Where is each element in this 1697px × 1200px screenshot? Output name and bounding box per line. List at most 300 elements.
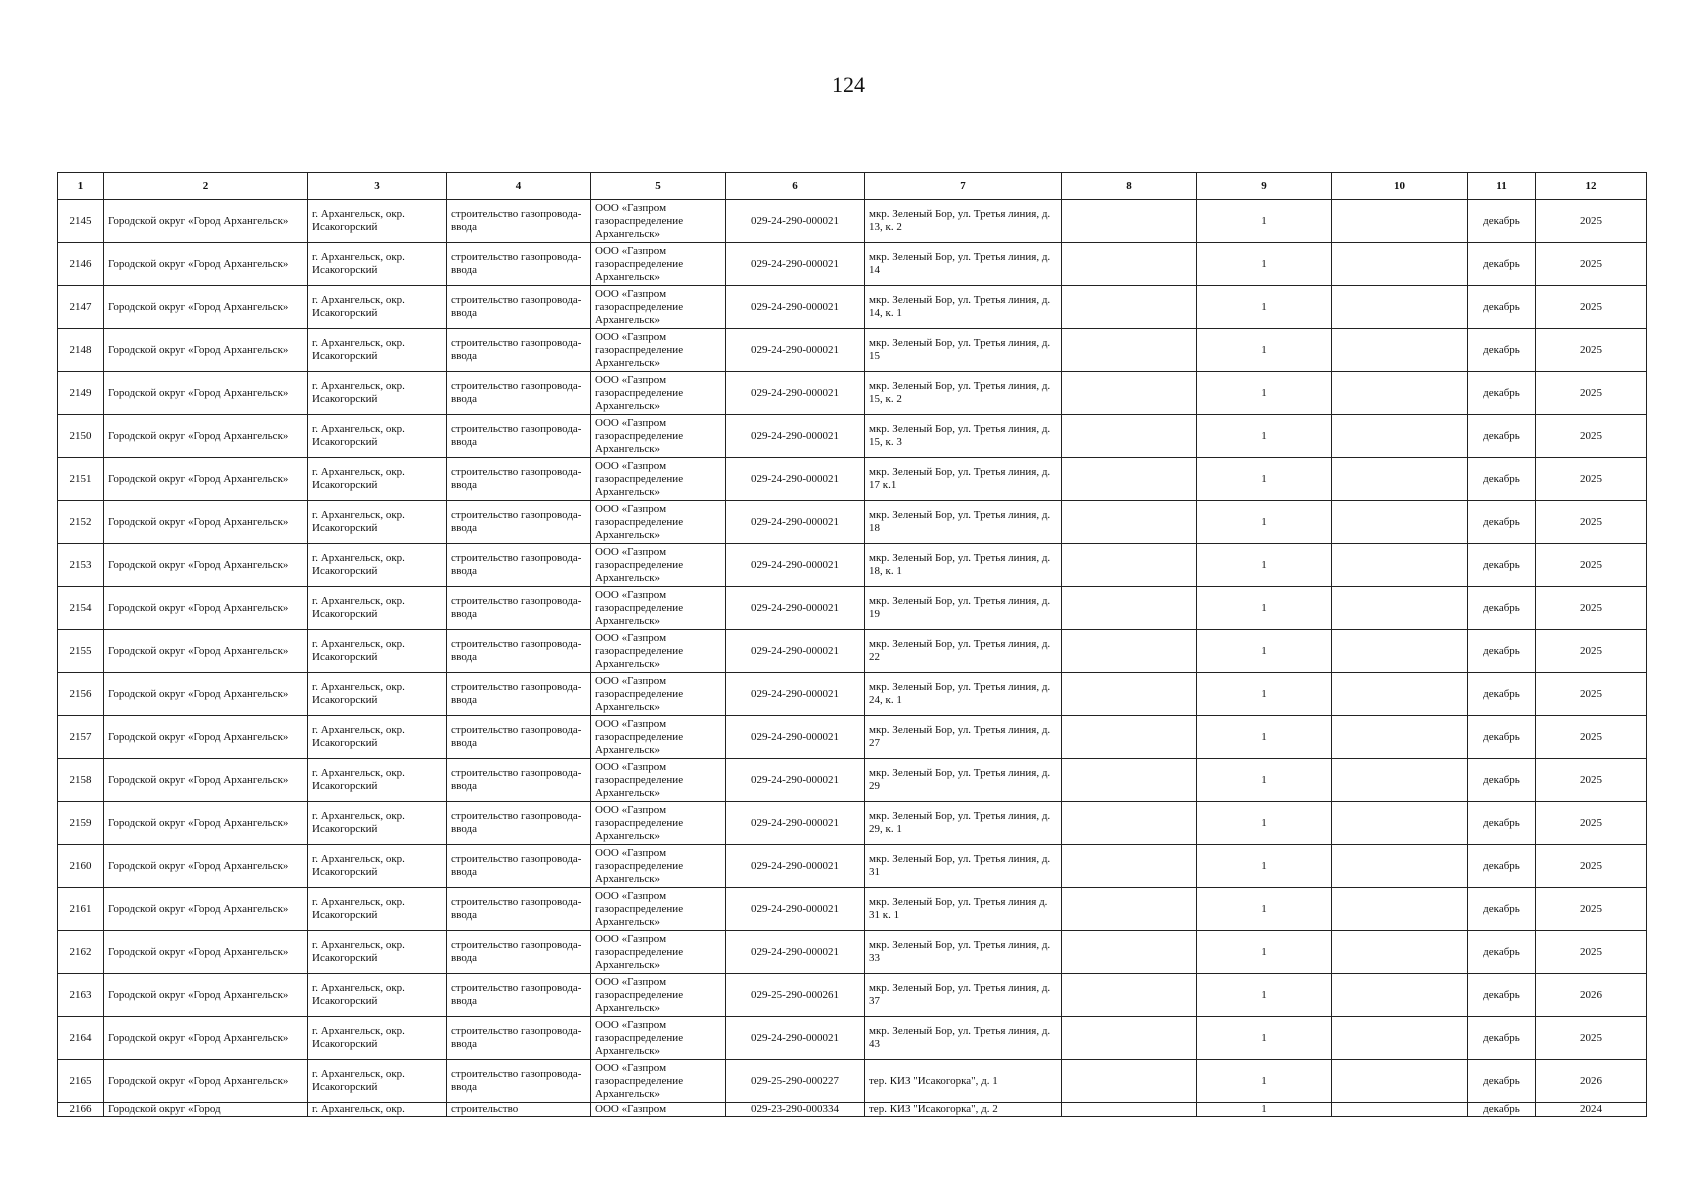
cell-municipality: Городской округ «Город Архангельск» [104,544,308,587]
cell-col8 [1062,1060,1197,1103]
cell-municipality: Городской округ «Город Архангельск» [104,587,308,630]
cell-address: мкр. Зеленый Бор, ул. Третья линия, д. 15 [865,329,1062,372]
column-header-5: 5 [591,173,726,200]
cell-quantity: 1 [1197,372,1332,415]
cell-municipality: Городской округ «Город Архангельск» [104,415,308,458]
cell-municipality: Городской округ «Город Архангельск» [104,501,308,544]
cell-col10 [1332,286,1468,329]
cell-work-type: строительство газопровода-ввода [447,544,591,587]
cell-code: 029-24-290-000021 [726,931,865,974]
cell-code: 029-24-290-000021 [726,888,865,931]
cell-year: 2025 [1536,544,1647,587]
cell-code: 029-24-290-000021 [726,802,865,845]
table-row [58,888,1647,931]
cell-location: г. Архангельск, окр. [308,1103,447,1117]
cell-municipality: Городской округ «Город Архангельск» [104,286,308,329]
cell-code: 029-24-290-000021 [726,759,865,802]
cell-year: 2025 [1536,415,1647,458]
cell-quantity: 1 [1197,329,1332,372]
cell-col10 [1332,587,1468,630]
cell-address: мкр. Зеленый Бор, ул. Третья линия, д. 19 [865,587,1062,630]
cell-organization: ООО «Газпром газораспределение Архангельск» [591,802,726,845]
cell-col10 [1332,458,1468,501]
cell-work-type: строительство газопровода-ввода [447,286,591,329]
cell-quantity: 1 [1197,974,1332,1017]
cell-col10 [1332,630,1468,673]
cell-location: г. Архангельск, окр. Исакогорский [308,415,447,458]
cell-location: г. Архангельск, окр. Исакогорский [308,200,447,243]
cell-month: декабрь [1468,845,1536,888]
cell-number: 2148 [58,329,104,372]
cell-location: г. Архангельск, окр. Исакогорский [308,802,447,845]
cell-month: декабрь [1468,1060,1536,1103]
cell-address: мкр. Зеленый Бор, ул. Третья линия, д. 22 [865,630,1062,673]
cell-municipality: Городской округ «Город Архангельск» [104,845,308,888]
cell-quantity: 1 [1197,716,1332,759]
cell-month: декабрь [1468,888,1536,931]
cell-year: 2025 [1536,673,1647,716]
table-body [58,200,1647,1117]
cell-organization: ООО «Газпром газораспределение Архангельск» [591,1017,726,1060]
cell-work-type: строительство газопровода-ввода [447,673,591,716]
cell-address: мкр. Зеленый Бор, ул. Третья линия, д. 15, к. 3 [865,415,1062,458]
cell-col10 [1332,501,1468,544]
cell-work-type: строительство газопровода-ввода [447,372,591,415]
cell-organization: ООО «Газпром газораспределение Архангельск» [591,673,726,716]
cell-col10 [1332,673,1468,716]
cell-col8 [1062,286,1197,329]
cell-col8 [1062,458,1197,501]
cell-code: 029-24-290-000021 [726,1017,865,1060]
cell-col10 [1332,1103,1468,1117]
cell-organization: ООО «Газпром газораспределение Архангельск» [591,888,726,931]
cell-quantity: 1 [1197,501,1332,544]
cell-address: мкр. Зеленый Бор, ул. Третья линия, д. 29 [865,759,1062,802]
cell-col10 [1332,1017,1468,1060]
table-row [58,802,1647,845]
cell-month: декабрь [1468,458,1536,501]
cell-code: 029-24-290-000021 [726,243,865,286]
cell-year: 2025 [1536,802,1647,845]
cell-year: 2024 [1536,1103,1647,1117]
cell-work-type: строительство газопровода-ввода [447,630,591,673]
cell-month: декабрь [1468,716,1536,759]
cell-col10 [1332,1060,1468,1103]
table-row [58,200,1647,243]
cell-organization: ООО «Газпром газораспределение Архангельск» [591,544,726,587]
column-header-10: 10 [1332,173,1468,200]
cell-year: 2025 [1536,501,1647,544]
cell-year: 2025 [1536,845,1647,888]
column-header-12: 12 [1536,173,1647,200]
column-header-9: 9 [1197,173,1332,200]
cell-work-type: строительство газопровода-ввода [447,501,591,544]
column-header-3: 3 [308,173,447,200]
cell-location: г. Архангельск, окр. Исакогорский [308,1017,447,1060]
cell-code: 029-24-290-000021 [726,845,865,888]
table-row [58,759,1647,802]
cell-work-type: строительство газопровода-ввода [447,587,591,630]
cell-col8 [1062,931,1197,974]
cell-address: мкр. Зеленый Бор, ул. Третья линия, д. 29, к. 1 [865,802,1062,845]
cell-organization: ООО «Газпром газораспределение Архангельск» [591,458,726,501]
column-header-1: 1 [58,173,104,200]
cell-municipality: Городской округ «Город Архангельск» [104,974,308,1017]
cell-work-type: строительство газопровода-ввода [447,845,591,888]
cell-quantity: 1 [1197,544,1332,587]
cell-location: г. Архангельск, окр. Исакогорский [308,458,447,501]
cell-number: 2161 [58,888,104,931]
cell-address: тер. КИЗ "Исакогорка", д. 2 [865,1103,1062,1117]
cell-code: 029-24-290-000021 [726,501,865,544]
cell-address: мкр. Зеленый Бор, ул. Третья линия, д. 31 [865,845,1062,888]
cell-year: 2025 [1536,587,1647,630]
cell-address: мкр. Зеленый Бор, ул. Третья линия, д. 24, к. 1 [865,673,1062,716]
cell-month: декабрь [1468,286,1536,329]
table-row [58,931,1647,974]
column-header-8: 8 [1062,173,1197,200]
cell-number: 2154 [58,587,104,630]
table-row [58,1103,1647,1117]
cell-month: декабрь [1468,759,1536,802]
cell-code: 029-24-290-000021 [726,415,865,458]
cell-col10 [1332,200,1468,243]
column-header-6: 6 [726,173,865,200]
cell-col10 [1332,415,1468,458]
cell-col10 [1332,845,1468,888]
cell-col10 [1332,888,1468,931]
cell-year: 2025 [1536,716,1647,759]
cell-municipality: Городской округ «Город Архангельск» [104,716,308,759]
cell-number: 2163 [58,974,104,1017]
cell-number: 2156 [58,673,104,716]
cell-code: 029-24-290-000021 [726,200,865,243]
cell-year: 2025 [1536,200,1647,243]
cell-address: мкр. Зеленый Бор, ул. Третья линия, д. 33 [865,931,1062,974]
cell-col10 [1332,716,1468,759]
cell-month: декабрь [1468,243,1536,286]
cell-col10 [1332,931,1468,974]
cell-year: 2025 [1536,630,1647,673]
cell-organization: ООО «Газпром газораспределение Архангельск» [591,587,726,630]
cell-code: 029-24-290-000021 [726,716,865,759]
cell-col8 [1062,243,1197,286]
cell-address: мкр. Зеленый Бор, ул. Третья линия, д. 37 [865,974,1062,1017]
cell-col10 [1332,329,1468,372]
cell-year: 2025 [1536,759,1647,802]
cell-col8 [1062,501,1197,544]
cell-month: декабрь [1468,587,1536,630]
cell-work-type: строительство газопровода-ввода [447,931,591,974]
cell-col10 [1332,372,1468,415]
cell-municipality: Городской округ «Город Архангельск» [104,329,308,372]
cell-number: 2165 [58,1060,104,1103]
cell-code: 029-24-290-000021 [726,673,865,716]
cell-municipality: Городской округ «Город Архангельск» [104,802,308,845]
cell-location: г. Архангельск, окр. Исакогорский [308,501,447,544]
cell-col10 [1332,974,1468,1017]
cell-month: декабрь [1468,1017,1536,1060]
table-row [58,1017,1647,1060]
table-row [58,544,1647,587]
cell-location: г. Архангельск, окр. Исакогорский [308,759,447,802]
cell-quantity: 1 [1197,802,1332,845]
cell-location: г. Архангельск, окр. Исакогорский [308,974,447,1017]
cell-work-type: строительство газопровода-ввода [447,716,591,759]
cell-col8 [1062,200,1197,243]
cell-work-type: строительство газопровода-ввода [447,458,591,501]
cell-code: 029-24-290-000021 [726,458,865,501]
cell-organization: ООО «Газпром газораспределение Архангельск» [591,1060,726,1103]
cell-col8 [1062,1103,1197,1117]
cell-number: 2158 [58,759,104,802]
cell-number: 2162 [58,931,104,974]
cell-municipality: Городской округ «Город Архангельск» [104,888,308,931]
cell-organization: ООО «Газпром газораспределение Архангельск» [591,630,726,673]
cell-number: 2166 [58,1103,104,1117]
cell-quantity: 1 [1197,630,1332,673]
cell-quantity: 1 [1197,1060,1332,1103]
cell-number: 2152 [58,501,104,544]
cell-code: 029-24-290-000021 [726,372,865,415]
cell-year: 2025 [1536,888,1647,931]
cell-organization: ООО «Газпром газораспределение Архангельск» [591,372,726,415]
cell-col8 [1062,802,1197,845]
cell-address: тер. КИЗ "Исакогорка", д. 1 [865,1060,1062,1103]
cell-quantity: 1 [1197,931,1332,974]
column-header-7: 7 [865,173,1062,200]
cell-col10 [1332,759,1468,802]
cell-month: декабрь [1468,501,1536,544]
cell-municipality: Городской округ «Город Архангельск» [104,1060,308,1103]
cell-address: мкр. Зеленый Бор, ул. Третья линия, д. 14 [865,243,1062,286]
cell-location: г. Архангельск, окр. Исакогорский [308,372,447,415]
cell-quantity: 1 [1197,1017,1332,1060]
cell-number: 2160 [58,845,104,888]
table-row [58,673,1647,716]
cell-organization: ООО «Газпром газораспределение Архангельск» [591,931,726,974]
cell-number: 2145 [58,200,104,243]
cell-month: декабрь [1468,630,1536,673]
cell-code: 029-24-290-000021 [726,544,865,587]
cell-month: декабрь [1468,974,1536,1017]
cell-organization: ООО «Газпром газораспределение Архангельск» [591,329,726,372]
cell-col8 [1062,845,1197,888]
cell-number: 2159 [58,802,104,845]
cell-address: мкр. Зеленый Бор, ул. Третья линия, д. 13, к. 2 [865,200,1062,243]
cell-col8 [1062,759,1197,802]
cell-number: 2147 [58,286,104,329]
cell-col8 [1062,888,1197,931]
cell-location: г. Архангельск, окр. Исакогорский [308,286,447,329]
cell-address: мкр. Зеленый Бор, ул. Третья линия, д. 17 к.1 [865,458,1062,501]
cell-code: 029-25-290-000261 [726,974,865,1017]
cell-municipality: Городской округ «Город Архангельск» [104,673,308,716]
cell-organization: ООО «Газпром газораспределение Архангельск» [591,415,726,458]
cell-organization: ООО «Газпром газораспределение Архангельск» [591,974,726,1017]
cell-address: мкр. Зеленый Бор, ул. Третья линия д. 31 к. 1 [865,888,1062,931]
cell-month: декабрь [1468,673,1536,716]
cell-col8 [1062,673,1197,716]
cell-col10 [1332,802,1468,845]
cell-work-type: строительство газопровода-ввода [447,243,591,286]
register-table [57,172,1647,1117]
cell-code: 029-24-290-000021 [726,630,865,673]
cell-address: мкр. Зеленый Бор, ул. Третья линия, д. 27 [865,716,1062,759]
cell-number: 2146 [58,243,104,286]
cell-organization: ООО «Газпром газораспределение Архангельск» [591,716,726,759]
cell-number: 2150 [58,415,104,458]
cell-municipality: Городской округ «Город Архангельск» [104,1017,308,1060]
cell-quantity: 1 [1197,673,1332,716]
cell-number: 2153 [58,544,104,587]
cell-year: 2025 [1536,1017,1647,1060]
cell-quantity: 1 [1197,845,1332,888]
cell-quantity: 1 [1197,888,1332,931]
cell-code: 029-23-290-000334 [726,1103,865,1117]
cell-quantity: 1 [1197,415,1332,458]
cell-address: мкр. Зеленый Бор, ул. Третья линия, д. 15, к. 2 [865,372,1062,415]
cell-quantity: 1 [1197,243,1332,286]
cell-col8 [1062,587,1197,630]
cell-month: декабрь [1468,1103,1536,1117]
cell-year: 2025 [1536,243,1647,286]
table-row [58,372,1647,415]
cell-location: г. Архангельск, окр. Исакогорский [308,845,447,888]
cell-location: г. Архангельск, окр. Исакогорский [308,329,447,372]
cell-number: 2155 [58,630,104,673]
table-row [58,716,1647,759]
cell-location: г. Архангельск, окр. Исакогорский [308,888,447,931]
table-row [58,243,1647,286]
cell-address: мкр. Зеленый Бор, ул. Третья линия, д. 18, к. 1 [865,544,1062,587]
cell-location: г. Архангельск, окр. Исакогорский [308,931,447,974]
table-row [58,974,1647,1017]
cell-month: декабрь [1468,200,1536,243]
cell-quantity: 1 [1197,1103,1332,1117]
cell-month: декабрь [1468,329,1536,372]
cell-work-type: строительство газопровода-ввода [447,200,591,243]
cell-year: 2025 [1536,286,1647,329]
cell-number: 2149 [58,372,104,415]
table-row [58,329,1647,372]
cell-municipality: Городской округ «Город Архангельск» [104,200,308,243]
cell-organization: ООО «Газпром газораспределение Архангельск» [591,200,726,243]
cell-municipality: Городской округ «Город Архангельск» [104,458,308,501]
cell-col8 [1062,630,1197,673]
cell-code: 029-25-290-000227 [726,1060,865,1103]
cell-col8 [1062,415,1197,458]
cell-code: 029-24-290-000021 [726,329,865,372]
cell-col8 [1062,372,1197,415]
cell-quantity: 1 [1197,759,1332,802]
cell-year: 2025 [1536,372,1647,415]
cell-col10 [1332,243,1468,286]
cell-organization: ООО «Газпром газораспределение Архангельск» [591,501,726,544]
table-row [58,845,1647,888]
cell-municipality: Городской округ «Город Архангельск» [104,759,308,802]
cell-municipality: Городской округ «Город Архангельск» [104,931,308,974]
cell-code: 029-24-290-000021 [726,286,865,329]
cell-quantity: 1 [1197,286,1332,329]
header-row [58,173,1647,200]
cell-location: г. Архангельск, окр. Исакогорский [308,630,447,673]
cell-col8 [1062,716,1197,759]
cell-work-type: строительство [447,1103,591,1117]
cell-month: декабрь [1468,802,1536,845]
cell-number: 2157 [58,716,104,759]
cell-location: г. Архангельск, окр. Исакогорский [308,716,447,759]
cell-municipality: Городской округ «Город Архангельск» [104,243,308,286]
table-row [58,415,1647,458]
cell-municipality: Городской округ «Город Архангельск» [104,630,308,673]
cell-col8 [1062,974,1197,1017]
column-header-11: 11 [1468,173,1536,200]
cell-work-type: строительство газопровода-ввода [447,759,591,802]
cell-organization: ООО «Газпром [591,1103,726,1117]
cell-address: мкр. Зеленый Бор, ул. Третья линия, д. 14, к. 1 [865,286,1062,329]
cell-location: г. Архангельск, окр. Исакогорский [308,544,447,587]
cell-work-type: строительство газопровода-ввода [447,888,591,931]
cell-organization: ООО «Газпром газораспределение Архангельск» [591,243,726,286]
table-row [58,630,1647,673]
cell-code: 029-24-290-000021 [726,587,865,630]
cell-address: мкр. Зеленый Бор, ул. Третья линия, д. 43 [865,1017,1062,1060]
cell-organization: ООО «Газпром газораспределение Архангельск» [591,845,726,888]
table-row [58,1060,1647,1103]
cell-col8 [1062,1017,1197,1060]
cell-municipality: Городской округ «Город [104,1103,308,1117]
page-number: 124 [832,72,865,97]
cell-work-type: строительство газопровода-ввода [447,1017,591,1060]
cell-work-type: строительство газопровода-ввода [447,974,591,1017]
cell-organization: ООО «Газпром газораспределение Архангельск» [591,759,726,802]
cell-year: 2026 [1536,974,1647,1017]
table-row [58,286,1647,329]
cell-location: г. Архангельск, окр. Исакогорский [308,673,447,716]
cell-col8 [1062,329,1197,372]
cell-work-type: строительство газопровода-ввода [447,415,591,458]
cell-quantity: 1 [1197,458,1332,501]
cell-number: 2164 [58,1017,104,1060]
cell-year: 2025 [1536,931,1647,974]
cell-location: г. Архангельск, окр. Исакогорский [308,587,447,630]
cell-quantity: 1 [1197,587,1332,630]
cell-col10 [1332,544,1468,587]
cell-municipality: Городской округ «Город Архангельск» [104,372,308,415]
cell-address: мкр. Зеленый Бор, ул. Третья линия, д. 18 [865,501,1062,544]
table-row [58,501,1647,544]
column-header-2: 2 [104,173,308,200]
cell-work-type: строительство газопровода-ввода [447,329,591,372]
cell-location: г. Архангельск, окр. Исакогорский [308,1060,447,1103]
table-row [58,587,1647,630]
cell-work-type: строительство газопровода-ввода [447,802,591,845]
cell-col8 [1062,544,1197,587]
cell-month: декабрь [1468,931,1536,974]
cell-month: декабрь [1468,372,1536,415]
table-row [58,458,1647,501]
cell-month: декабрь [1468,415,1536,458]
cell-month: декабрь [1468,544,1536,587]
cell-quantity: 1 [1197,200,1332,243]
cell-location: г. Архангельск, окр. Исакогорский [308,243,447,286]
cell-year: 2025 [1536,329,1647,372]
cell-year: 2026 [1536,1060,1647,1103]
cell-year: 2025 [1536,458,1647,501]
cell-work-type: строительство газопровода-ввода [447,1060,591,1103]
column-header-4: 4 [447,173,591,200]
